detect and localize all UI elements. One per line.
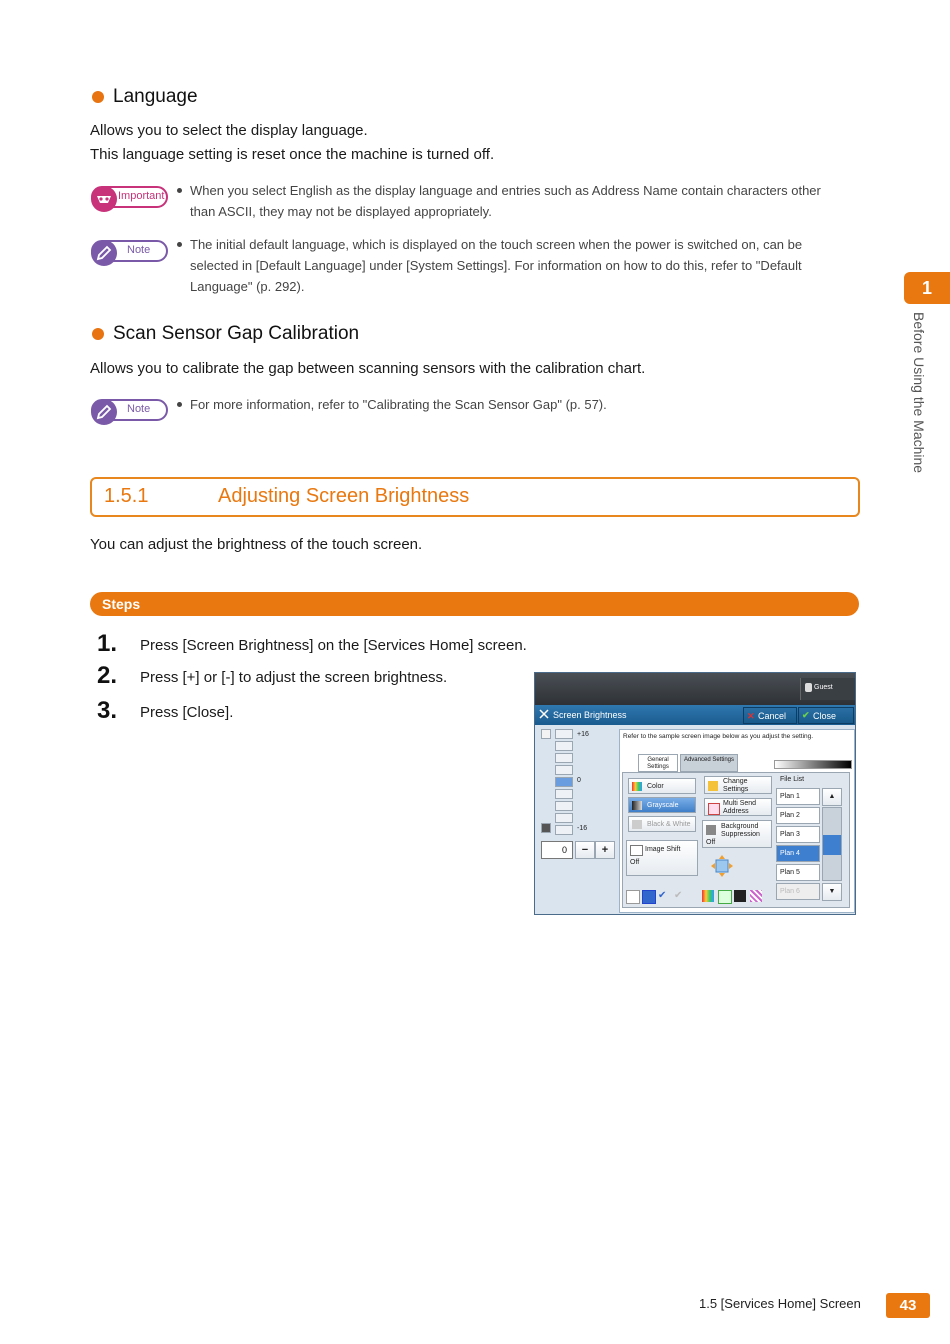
image-shift-label: Image Shift [645,846,681,853]
x-icon: ✕ [747,711,755,721]
bullet-icon [92,328,104,340]
change-settings-label: Change Settings [723,778,749,793]
multi-send-label: Multi Send Address [723,800,757,815]
multi-send-button[interactable] [704,798,772,816]
steps-bar [90,592,859,616]
pencil-icon [91,240,117,266]
scale-top-label: +16 [577,731,589,738]
file-row[interactable]: Plan 3 [776,826,820,843]
file-row[interactable]: Plan 5 [776,864,820,881]
step-text: Press [Close]. [140,704,234,721]
color-label: Color [647,783,664,790]
dark-photo-icon [734,890,746,902]
section-intro: You can adjust the brightness of the touch screen. [90,536,423,553]
scroll-up-icon[interactable]: ▲ [822,788,842,806]
language-heading: Language [113,86,198,107]
gradient-bar [774,760,852,769]
file-row[interactable]: Plan 6 [776,883,820,900]
pattern-icon [750,890,762,902]
step-number: 2. [97,662,118,689]
step-number: 1. [97,630,118,657]
note-badge [91,240,168,262]
section-heading-box [90,477,860,517]
important-badge [91,186,168,208]
close-button[interactable] [798,707,854,724]
check-icon: ✔ [658,890,667,901]
file-row[interactable]: Plan 2 [776,807,820,824]
scale-mid-label: 0 [577,777,581,784]
step-number: 3. [97,697,118,724]
list-bullet [177,402,182,407]
background-value: Off [706,839,716,846]
bullet-icon [92,91,104,103]
photo-icon [718,890,732,904]
icon-row-right [702,890,772,904]
address-icon [708,803,720,815]
screen-brightness-screenshot [534,672,856,915]
list-bullet [177,188,182,193]
close-label: Close [813,711,837,721]
file-row[interactable]: Plan 4 [776,845,820,862]
important-line-2: than ASCII, they may not be displayed appropriately. [190,204,492,219]
check-icon: ✔ [802,710,810,720]
note-label: Note [127,403,151,415]
title-bar [535,705,855,725]
note-badge [91,399,168,421]
grayscale-icon [632,801,642,810]
brightness-scale[interactable] [555,729,575,835]
cancel-button[interactable] [743,707,797,724]
sample-instruction: Refer to the sample screen image below as you adjust the setting. [623,733,814,740]
chapter-number: 1 [904,272,950,304]
bw-icon [632,820,642,829]
language-desc-1: Allows you to select the display language. [90,122,368,139]
step-text: Press [+] or [-] to adjust the screen brightness. [140,669,448,686]
language-desc-2: This language setting is reset once the machine is turned off. [90,146,495,163]
section-number: 1.5.1 [104,485,149,507]
note-line-2: selected in [Default Language] under [System Settings]. For information on how to do this, refer to "Default [190,258,802,273]
scroll-down-icon[interactable]: ▼ [822,883,842,901]
cancel-label: Cancel [758,711,787,721]
grayscale-label: Grayscale [647,802,679,809]
background-icon [706,825,716,835]
scan-note: For more information, refer to "Calibrating the Scan Sensor Gap" (p. 57). [190,397,607,412]
tab-advanced[interactable]: Advanced Settings [680,754,738,772]
scan-desc: Allows you to calibrate the gap between scanning sensors with the calibration chart. [90,360,646,377]
note-line-1: The initial default language, which is displayed on the touch screen when the power is switched on, can be [190,237,803,252]
grayscale-button[interactable] [628,797,696,813]
change-settings-button[interactable] [704,776,772,794]
image-shift-icon [630,845,643,856]
guest-label: Guest [814,684,833,691]
brightness-value-field[interactable] [541,841,573,859]
image-shift-button[interactable] [626,840,698,876]
warning-icon [91,186,117,212]
scrollbar-thumb[interactable] [823,835,841,855]
pencil-icon [708,781,718,791]
section-title: Adjusting Screen Brightness [218,485,470,507]
plus-button[interactable]: + [595,841,615,859]
color-button[interactable] [628,778,696,794]
brightness-icon [539,709,549,719]
step-text: Press [Screen Brightness] on the [Services Home] screen. [140,637,527,654]
background-label: Background Suppression [721,823,760,838]
sample-screen-panel [619,729,855,913]
chapter-title: Before Using the Machine [911,312,927,474]
brightness-value: 0 [561,845,567,855]
move-arrows-icon [710,854,734,878]
note-label: Note [127,244,151,256]
steps-label: Steps [102,596,141,612]
checkbox-checked-icon [642,890,656,904]
important-line-1: When you select English as the display language and entries such as Address Name contain characters other [190,183,821,198]
blank-icon [626,890,640,904]
check-icon: ✔ [674,890,683,901]
background-suppression-button[interactable] [702,820,772,848]
color-icon [632,782,642,791]
dark-swatch-icon [541,823,551,833]
scrollbar-track[interactable] [822,807,842,881]
important-label: Important [118,190,165,202]
user-icon [805,683,812,692]
page-number: 43 [886,1293,930,1318]
footer-section: 1.5 [Services Home] Screen [699,1296,861,1311]
note-line-3: Language" (p. 292). [190,279,305,294]
pencil-icon [91,399,117,425]
bright-swatch-icon [541,729,551,739]
image-shift-value: Off [630,859,640,866]
minus-button[interactable]: − [575,841,595,859]
tab-general[interactable]: General Settings [638,754,678,772]
bw-button[interactable] [628,816,696,832]
screen-title: Screen Brightness [553,710,627,720]
scan-heading: Scan Sensor Gap Calibration [113,323,360,344]
scale-bottom-label: -16 [577,825,588,832]
file-row[interactable]: Plan 1 [776,788,820,805]
color-bars-icon [702,890,714,902]
bw-label: Black & White [647,821,691,828]
icon-row-left [626,890,700,904]
device-top-bar [535,673,855,705]
file-list-label: File List [780,776,805,783]
list-bullet [177,242,182,247]
guest-button[interactable] [800,678,855,700]
